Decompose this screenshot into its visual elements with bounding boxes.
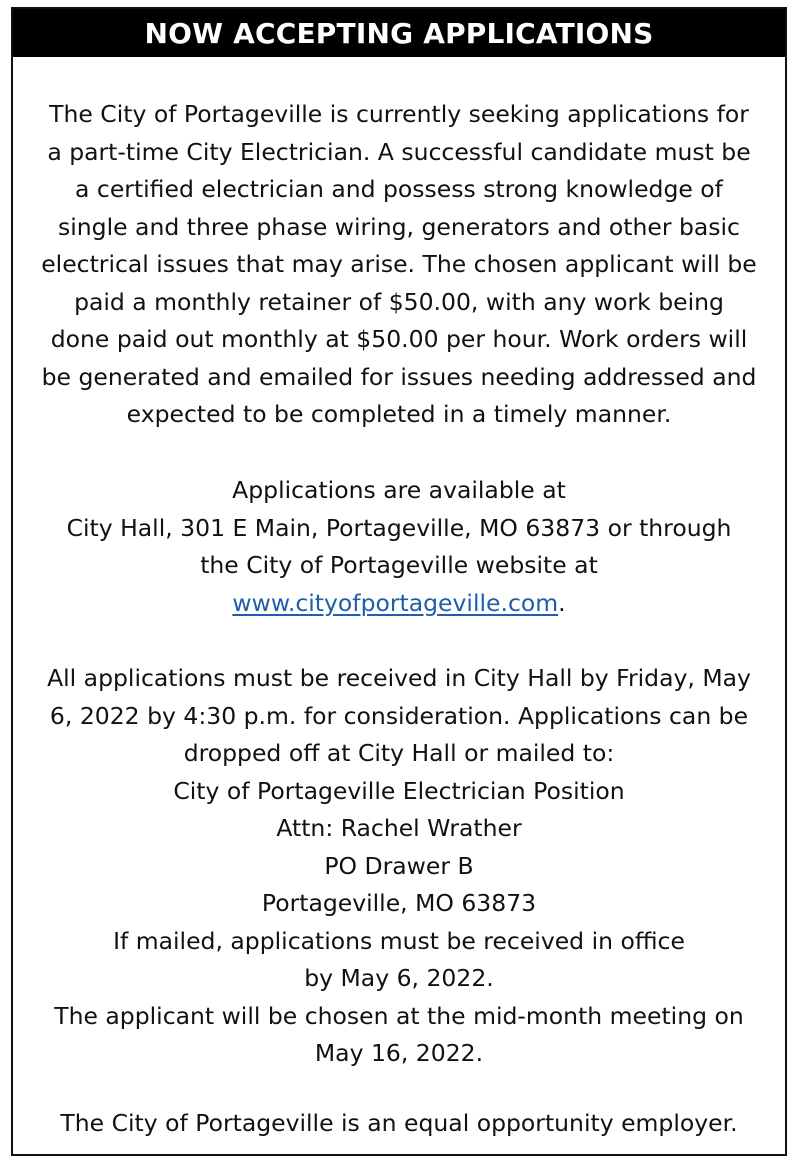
- text-line: If mailed, applications must be received in office: [113, 926, 685, 955]
- mailing-address-line: City of Portageville Electrician Position: [173, 776, 625, 805]
- text-line: dropped off at City Hall or mailed to:: [183, 739, 615, 767]
- text-line: a certified electrician and possess strong knowledge of: [75, 175, 723, 203]
- text-line: 6, 2022 by 4:30 p.m. for consideration. Applications can be: [49, 701, 749, 730]
- text-line: expected to be completed in a timely manner.: [126, 400, 672, 428]
- text-line: a part-time City Electrician. A successful candidate must be: [47, 137, 751, 166]
- equal-opportunity-statement: [29, 1105, 769, 1143]
- text-line: done paid out monthly at $50.00 per hour. Work orders will: [50, 325, 748, 353]
- mailing-address-line: Portageville, MO 63873: [261, 889, 537, 917]
- text-line: The City of Portageville is currently seeking applications for: [49, 100, 749, 128]
- text-line: the City of Portageville website at: [200, 551, 598, 579]
- text-line: paid a monthly retainer of $50.00, with any work being: [74, 287, 724, 316]
- availability-paragraph: [29, 472, 769, 622]
- website-line: [29, 585, 769, 623]
- notice-frame: [11, 7, 787, 1156]
- text-line: May 16, 2022.: [314, 1039, 484, 1067]
- website-link[interactable]: www.cityofportageville.com: [232, 588, 559, 617]
- text-line: Applications are available at: [232, 476, 566, 504]
- job-description-paragraph: [29, 96, 769, 434]
- text-line: electrical issues that may arise. The chosen applicant will be: [41, 250, 757, 278]
- link-trailing-period: .: [558, 588, 566, 617]
- title-bar: [13, 9, 785, 57]
- text-line: The City of Portageville is an equal opportunity employer.: [60, 1109, 738, 1137]
- deadline-paragraph: [29, 660, 769, 1073]
- text-line: be generated and emailed for issues needing addressed and: [41, 362, 757, 391]
- text-line: All applications must be received in City Hall by Friday, May: [47, 664, 751, 692]
- text-line: City Hall, 301 E Main, Portageville, MO 63873 or through: [66, 513, 732, 542]
- page-title: NOW ACCEPTING APPLICATIONS: [144, 16, 654, 50]
- text-line: The applicant will be chosen at the mid-month meeting on: [54, 1001, 744, 1030]
- text-line: single and three phase wiring, generators and other basic: [58, 212, 740, 241]
- text-line: by May 6, 2022.: [304, 964, 494, 992]
- mailing-address-line: PO Drawer B: [324, 851, 474, 880]
- mailing-address-line: Attn: Rachel Wrather: [276, 814, 522, 842]
